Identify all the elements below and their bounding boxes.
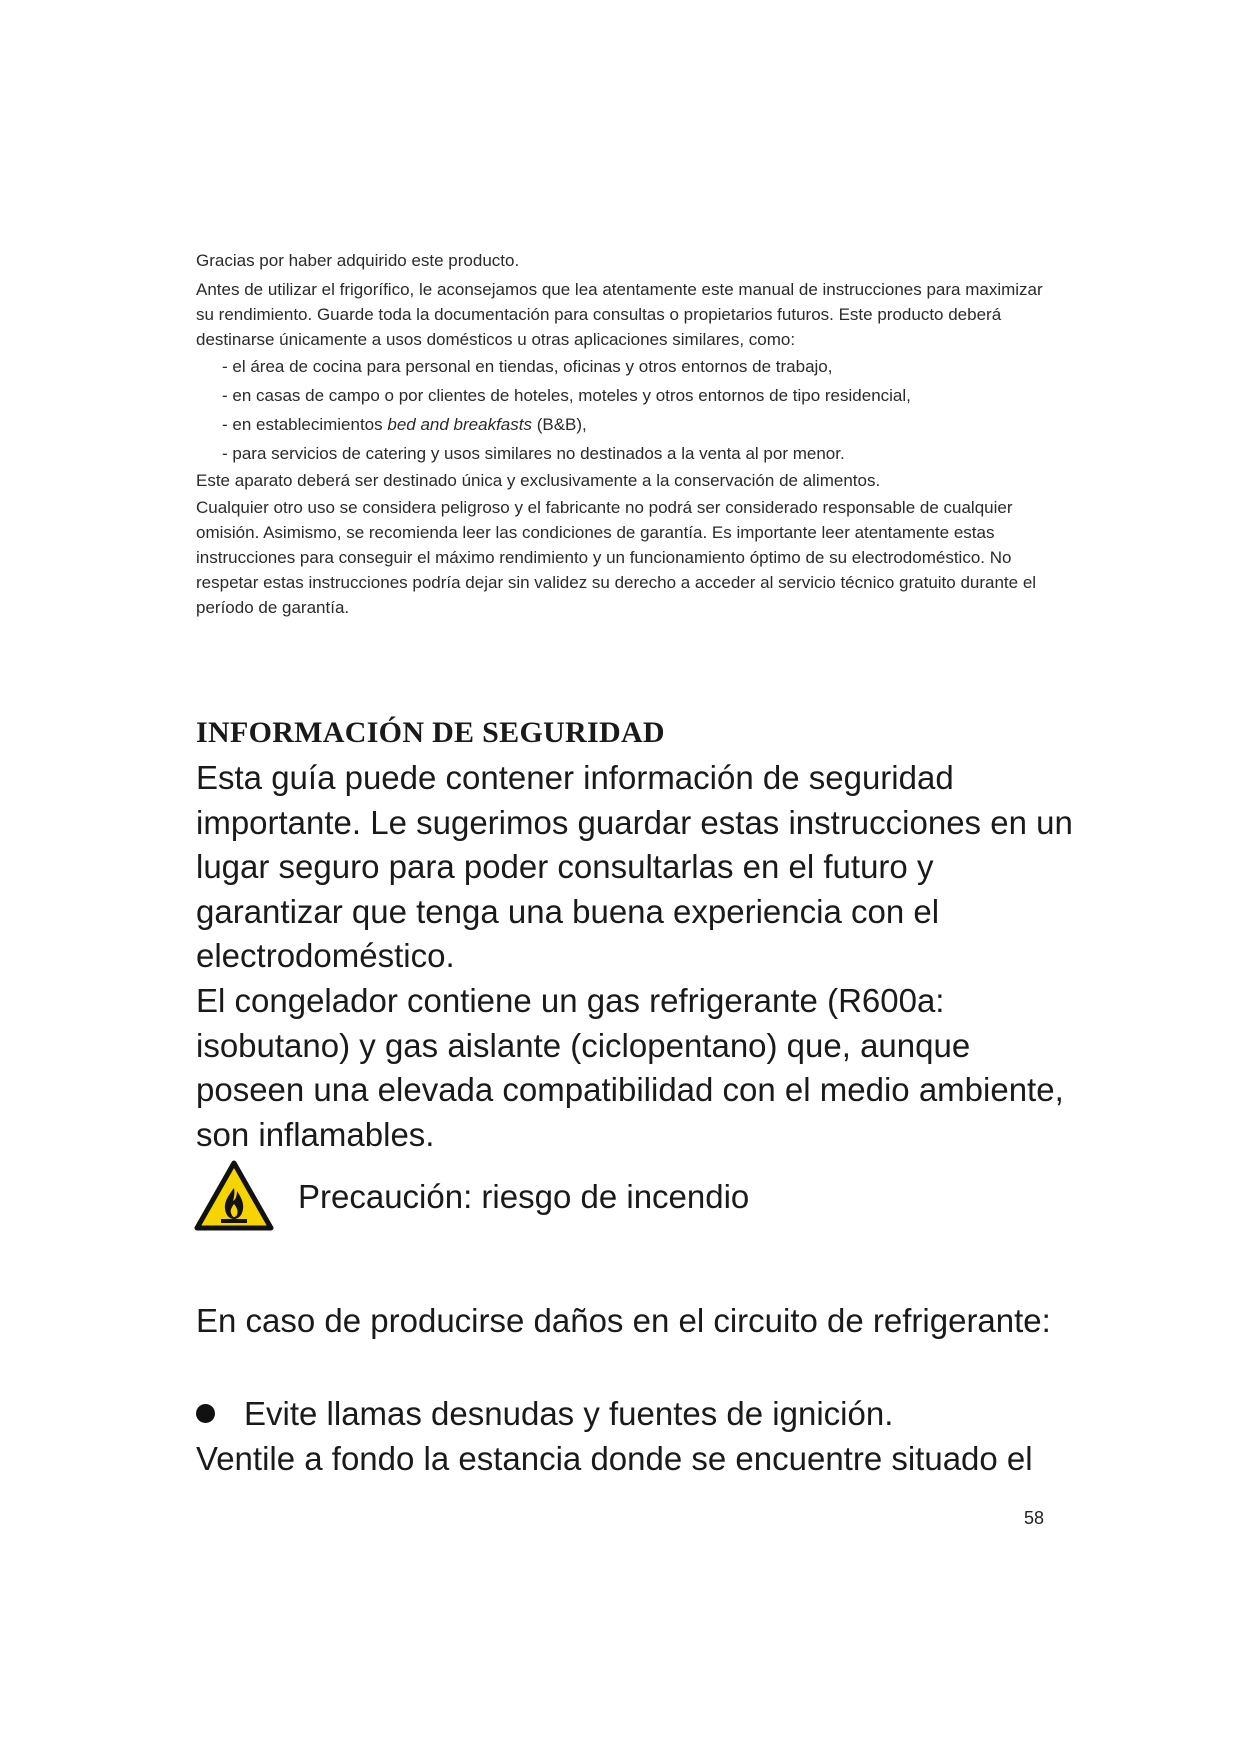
intro-thanks: Gracias por haber adquirido este producto. [196, 251, 520, 270]
fire-warning [194, 1160, 954, 1240]
fire-warning-text: Precaución: riesgo de incendio [298, 1178, 750, 1215]
intro-paragraph-usage: Antes de utilizar el frigorífico, le aconsejamos que lea atentamente este manual de instrucciones para maximizar su rendimiento. Guarde toda la documentación para consultas o propietarios futuros. Este producto deberá destinarse únicamente a usos domésticos u otras aplicaciones similares, como: [196, 280, 1043, 349]
usage-list [196, 352, 1056, 468]
list-item-prefix: - en establecimientos [222, 415, 388, 434]
list-item: - en casas de campo o por clientes de hoteles, moteles y otros entornos de tipo residencial, [222, 386, 911, 405]
list-item [222, 410, 1056, 439]
safety-guide-text: Esta guía puede contener información de seguridad importante. Le sugerimos guardar estas instrucciones en un lugar seguro para poder consultarlas en el futuro y garantizar que tenga una buena experiencia con el electrodoméstico. [196, 759, 1073, 975]
intro-paragraph-warranty: Cualquier otro uso se considera peligroso y el fabricante no podrá ser considerado responsable de cualquier omisión. Asimismo, se recomienda leer las condiciones de garantía. Es importante leer atentamente estas instrucciones para conseguir el máximo rendimiento y un funcionamiento óptimo de su electrodoméstico. No respetar estas instrucciones podría dejar sin validez su derecho a acceder al servicio técnico gratuito durante el período de garantía. [196, 498, 1037, 617]
ventilation-text: Ventile a fondo la estancia donde se encuentre situado el [196, 1440, 1033, 1477]
list-item: - el área de cocina para personal en tiendas, oficinas y otros entornos de trabajo, [222, 357, 833, 376]
list-item-suffix: (B&B), [531, 415, 587, 434]
safety-heading: INFORMACIÓN DE SEGURIDAD [196, 716, 665, 749]
list-item-italic: bed and breakfasts [387, 415, 532, 434]
bullet-text: Evite llamas desnudas y fuentes de ignición. [244, 1395, 894, 1432]
refrigerant-text: El congelador contiene un gas refrigerante (R600a: isobutano) y gas aislante (ciclopentano) que, aunque poseen una elevada compatibilidad con el medio ambiente, son inflamables. [196, 981, 1064, 1153]
intro-paragraph-food: Este aparato deberá ser destinado única y exclusivamente a la conservación de alimentos. [196, 471, 881, 490]
list-item: - para servicios de catering y usos similares no destinados a la venta al por menor. [222, 444, 845, 463]
safety-paragraph-intro [196, 756, 1076, 1157]
page-number: 58 [1024, 1508, 1045, 1528]
circuit-damage-paragraph: En caso de producirse daños en el circuito de refrigerante: [196, 1302, 1051, 1339]
intro-section [196, 248, 1056, 620]
bullet-icon [196, 1404, 215, 1423]
fire-hazard-warning-icon [194, 1160, 274, 1232]
bullet-item [196, 1391, 1076, 1436]
